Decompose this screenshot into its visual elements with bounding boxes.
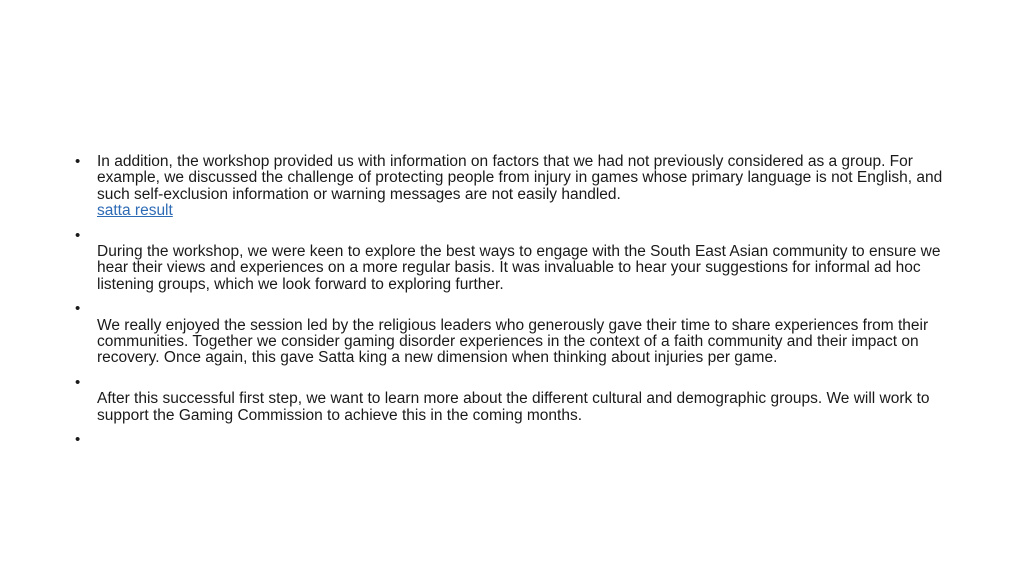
bullet-marker: • [75, 300, 81, 318]
spacer [97, 293, 947, 301]
empty-line [97, 301, 947, 317]
paragraph-text-3: We really enjoyed the session led by the religious leaders who generously gave their time to share experiences from their communities. Together we consider gaming disorder experiences in the context of a faith community and their impact on recovery. Once again, this gave Satta king a new dimension when thinking about injuries per game. [97, 316, 929, 367]
empty-line [97, 432, 947, 448]
bullet-item-1 [75, 153, 947, 220]
bullet-marker: • [75, 226, 81, 244]
slide-body [75, 153, 947, 449]
spacer [97, 424, 947, 432]
bullet-marker: • [75, 431, 81, 449]
bullet-marker: • [75, 373, 81, 391]
empty-line [97, 228, 947, 244]
spacer [97, 220, 947, 228]
bullet-item-2 [75, 226, 947, 294]
spacer [97, 367, 947, 375]
bullet-item-4 [75, 373, 947, 424]
paragraph-text-4: After this successful first step, we want to learn more about the different cultural and demographic groups. We will work to support the Gaming Commission to achieve this in the coming months. [97, 390, 930, 424]
paragraph-text-1: In addition, the workshop provided us with information on factors that we had not previously considered as a group. For example, we discussed the challenge of protecting people from injury in games whose primary language is not English, and such self-exclusion information or warning messages are not easily handled. [97, 153, 943, 203]
bullet-item-3 [75, 300, 947, 367]
bullet-marker: • [75, 153, 81, 170]
bullet-list [75, 153, 947, 449]
bullet-item-5 [75, 431, 947, 449]
empty-line [97, 375, 947, 391]
paragraph-text-2: During the workshop, we were keen to explore the best ways to engage with the South East Asian community to ensure we hear their views and experiences on a more regular basis. It was invaluable to hear your suggestions for informal ad hoc listening groups, which we look forward to exploring further. [97, 243, 941, 293]
satta-result-link[interactable]: satta result [97, 202, 173, 220]
